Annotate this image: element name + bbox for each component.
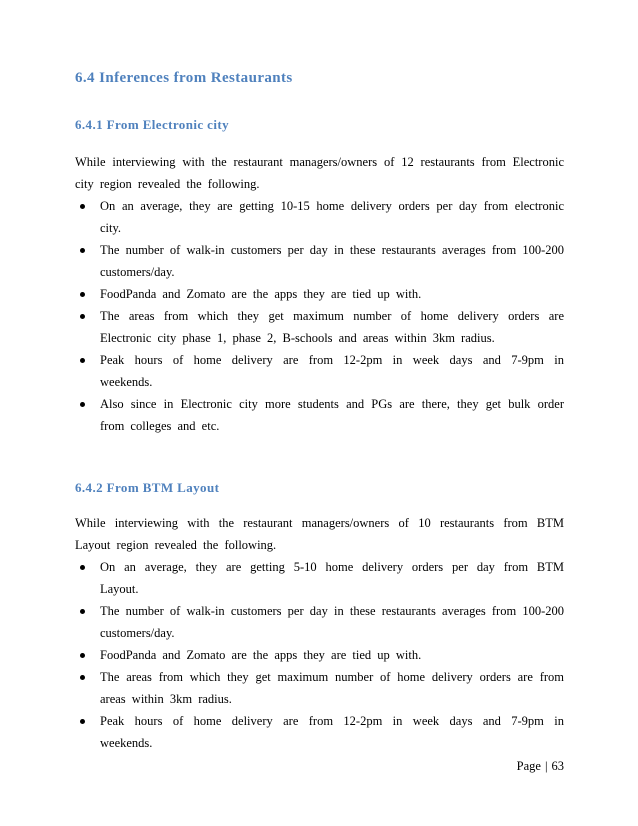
bullet-text: On an average, they are getting 10-15 home delivery orders per day from electronic city. bbox=[100, 199, 564, 235]
list-item bbox=[75, 600, 564, 644]
bullet-icon bbox=[80, 565, 85, 570]
page-number: 63 bbox=[551, 759, 564, 773]
bullet-icon bbox=[80, 204, 85, 209]
subsection-heading-electronic-city: 6.4.1 From Electronic city bbox=[75, 117, 229, 132]
bullet-icon bbox=[80, 719, 85, 724]
bullet-text: The areas from which they get maximum number of home delivery orders are Electronic city phase 1, phase 2, B-schools and areas within 3km radius. bbox=[100, 309, 564, 345]
list-item bbox=[75, 710, 564, 754]
bullet-text: The number of walk-in customers per day in these restaurants averages from 100-200 customers/day. bbox=[100, 243, 564, 279]
list-item bbox=[75, 393, 564, 437]
bullet-text: The number of walk-in customers per day in these restaurants averages from 100-200 customers/day. bbox=[100, 604, 564, 640]
list-item bbox=[75, 283, 564, 305]
bullet-text: FoodPanda and Zomato are the apps they are tied up with. bbox=[100, 648, 422, 662]
bullet-list-btm-layout bbox=[75, 556, 564, 754]
bullet-icon bbox=[80, 358, 85, 363]
bullet-text: FoodPanda and Zomato are the apps they are tied up with. bbox=[100, 287, 422, 301]
footer-separator: | bbox=[544, 759, 548, 773]
page-label: Page bbox=[516, 759, 541, 773]
bullet-text: Peak hours of home delivery are from 12-2pm in week days and 7-9pm in weekends. bbox=[100, 353, 564, 389]
section-heading: 6.4 Inferences from Restaurants bbox=[75, 70, 293, 86]
list-item bbox=[75, 305, 564, 349]
bullet-text: On an average, they are getting 5-10 home delivery orders per day from BTM Layout. bbox=[100, 560, 564, 596]
list-item bbox=[75, 349, 564, 393]
bullet-icon bbox=[80, 675, 85, 680]
list-item bbox=[75, 644, 564, 666]
bullet-icon bbox=[80, 292, 85, 297]
list-item bbox=[75, 239, 564, 283]
bullet-icon bbox=[80, 653, 85, 658]
bullet-text: Also since in Electronic city more students and PGs are there, they get bulk order from colleges and etc. bbox=[100, 397, 564, 433]
list-item bbox=[75, 666, 564, 710]
bullet-list-electronic-city bbox=[75, 195, 564, 437]
list-item bbox=[75, 556, 564, 600]
bullet-text: Peak hours of home delivery are from 12-2pm in week days and 7-9pm in weekends. bbox=[100, 714, 564, 750]
page-footer bbox=[517, 759, 564, 774]
bullet-icon bbox=[80, 402, 85, 407]
bullet-text: The areas from which they get maximum number of home delivery orders are from areas within 3km radius. bbox=[100, 670, 564, 706]
intro-paragraph-btm-layout: While interviewing with the restaurant managers/owners of 10 restaurants from BTM Layout region revealed the following. bbox=[75, 516, 564, 552]
intro-paragraph-electronic-city: While interviewing with the restaurant managers/owners of 12 restaurants from Electronic city region revealed the following. bbox=[75, 155, 564, 191]
bullet-icon bbox=[80, 248, 85, 253]
bullet-icon bbox=[80, 314, 85, 319]
bullet-icon bbox=[80, 609, 85, 614]
subsection-heading-btm-layout: 6.4.2 From BTM Layout bbox=[75, 480, 220, 495]
list-item bbox=[75, 195, 564, 239]
